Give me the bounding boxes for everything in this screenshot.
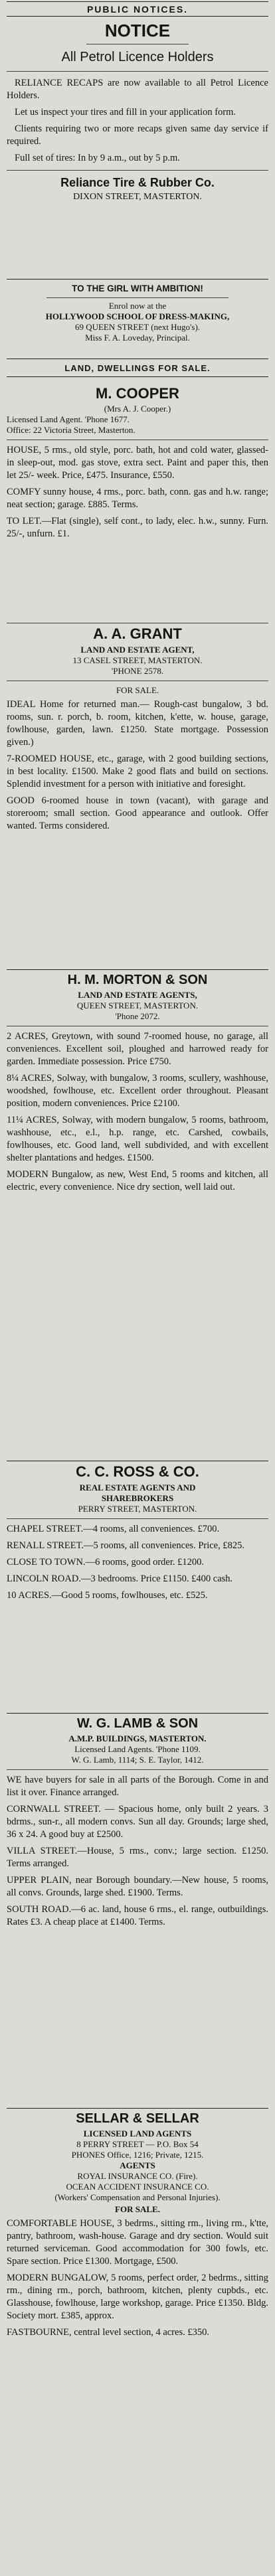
listing: CHAPEL STREET.—4 rooms, all conveniences. £700. bbox=[7, 1524, 220, 1534]
listing: SOUTH ROAD.—6 ac. land, house 6 rms., el. range, outbuildings. Rates £3. A cheap place at £1400. Terms. bbox=[7, 1904, 268, 1927]
listing: COMFY sunny house, 4 rms., porc. bath, conn. gas and h.w. range; neat section; garage. £885. Terms. bbox=[7, 487, 268, 510]
agent-name: A. A. GRANT bbox=[93, 625, 182, 642]
company-name: Reliance Tire & Rubber Co. bbox=[60, 176, 215, 189]
agent-sub: W. G. Lamb, 1114; S. E. Taylor, 1412. bbox=[71, 1755, 204, 1765]
for-sale-label: FOR SALE. bbox=[116, 685, 159, 695]
agent-name: SELLAR & SELLAR bbox=[76, 2111, 199, 2126]
agent-sub: OCEAN ACCIDENT INSURANCE CO. bbox=[66, 2182, 209, 2192]
listing: TO LET.—Flat (single), self cont., to lady, elec. h.w., sunny. Furn. 25/-, unfurn. £1. bbox=[7, 516, 268, 539]
ambition-ad bbox=[7, 279, 268, 343]
agent-sub: REAL ESTATE AGENTS AND bbox=[79, 1483, 196, 1492]
listing: MODERN BUNGALOW, 5 rooms, perfect order, 2 bedrms., sitting rm., dining rm., porch, bathroom, kitchen, plenty cupbds., etc. Glasshouse, fowlhouse, large workshop, garage. Price £1350. Bldg. Society mort. £385, approx. bbox=[7, 2273, 268, 2321]
listing: VILLA STREET.—House, 5 rms., conv.; large section. £1250. Terms arranged. bbox=[7, 1846, 268, 1869]
notice-paragraph: Full set of tires: In by 9 a.m., out by 5 p.m. bbox=[15, 153, 180, 163]
land-title: LAND, DWELLINGS FOR SALE. bbox=[64, 363, 211, 373]
company-address: DIXON STREET, MASTERTON. bbox=[73, 192, 202, 202]
agent-sub: PERRY STREET, MASTERTON. bbox=[78, 1504, 197, 1514]
agent-sub: (Workers' Compensation and Personal Injuries). bbox=[54, 2192, 221, 2202]
listing: UPPER PLAIN, near Borough boundary.—New house, 5 rooms, all convs. Grounds, large shed. £1900. Terms. bbox=[7, 1875, 268, 1898]
notice-paragraph: Clients requiring two or more recaps given same day service if required. bbox=[7, 123, 268, 147]
sellar-ad bbox=[7, 2108, 268, 2339]
agent-name: M. COOPER bbox=[96, 385, 179, 402]
listing: COMFORTABLE HOUSE, 3 bedrms., sitting rm., living rm., k'tte, pantry, bathroom, wash-house. Garage and dry section. Would suit returned serviceman. Good accommodation for 300 fowls, etc. Spare section. Price £1300. Mortgage, £500. bbox=[7, 2218, 268, 2267]
agent-sub: Licensed Land Agents. 'Phone 1109. bbox=[74, 1744, 201, 1754]
listing: LINCOLN ROAD.—3 bedrooms. Price £1150. £400 cash. bbox=[7, 1573, 233, 1584]
ambition-line: 69 QUEEN STREET (next Hugo's). bbox=[74, 322, 201, 332]
agent-sub: PHONES Office, 1216; Private, 1215. bbox=[71, 2150, 204, 2160]
listing: FASTBOURNE, central level section, 4 acres. £350. bbox=[7, 2327, 209, 2338]
listing: MODERN Bungalow, as new, West End, 5 rooms and kitchen, all electric, every convenience. Nice dry section, well laid out. bbox=[7, 1169, 268, 1192]
public-notices-header bbox=[7, 0, 268, 17]
notices-column bbox=[7, 0, 268, 2576]
lamb-ad bbox=[7, 1713, 268, 1929]
listing: RENALL STREET.—5 rooms, all conveniences. Price, £825. bbox=[7, 1540, 244, 1551]
ambition-line: Enrol now at the bbox=[108, 301, 167, 311]
notice-title: NOTICE bbox=[104, 21, 171, 40]
cooper-ad bbox=[7, 384, 268, 540]
listing: 7-ROOMED HOUSE, etc., garage, with 2 good building sections, in best locality. £1500. Make 2 good flats and build on sections. Splendid investment for a person with initiative and foresight. bbox=[7, 754, 268, 789]
agent-sub: 'Phone 2072. bbox=[115, 1011, 160, 1021]
agent-sub: 8 PERRY STREET — P.O. Box 54 bbox=[76, 2139, 199, 2149]
agent-sub: Licensed Land Agent. 'Phone 1677. bbox=[7, 414, 130, 424]
agent-sub: (Mrs A. J. Cooper.) bbox=[104, 404, 171, 414]
agent-sub: ROYAL INSURANCE CO. (Fire). bbox=[77, 2171, 198, 2181]
morton-ad bbox=[7, 969, 268, 1194]
agent-sub: 'PHONE 2578. bbox=[111, 666, 164, 676]
listing: CORNWALL STREET. — Spacious home, only built 2 years. 3 bdrms., sun-r., all modern convs. Sun all day. Grounds; large shed, 36 x 24. A good buy at £2500. bbox=[7, 1804, 268, 1840]
listing: HOUSE, 5 rms., old style, porc. bath, hot and cold water, glassed-in sleep-out, mod. gas stove, extra sect. Paint and paper this, then let 25/- week. Price, £475. Insurance, £550. bbox=[7, 445, 268, 481]
agent-name: W. G. LAMB & SON bbox=[76, 1716, 199, 1731]
listing: 8¼ ACRES, Solway, with bungalow, 3 rooms, scullery, washhouse, woodshed, fowlhouse, etc. Excellent order throughout. Pleasant position, modern conveniences. Price £2100. bbox=[7, 1073, 268, 1109]
listing: CLOSE TO TOWN.—6 rooms, good order. £1200. bbox=[7, 1557, 204, 1568]
listing: 2 ACRES, Greytown, with sound 7-roomed house, no garage, all conveniences. Excellent soil, ploughed and harrowed ready for garden. Immediate possession. Price £750. bbox=[7, 1031, 268, 1067]
reliance-notice bbox=[7, 20, 268, 204]
agent-name: H. M. MORTON & SON bbox=[67, 973, 208, 987]
listing: 10 ACRES.—Good 5 rooms, fowlhouses, etc. £525. bbox=[7, 1590, 208, 1601]
section-title: PUBLIC NOTICES. bbox=[86, 4, 189, 15]
notice-paragraph: RELIANCE RECAPS are now available to all Petrol Licence Holders. bbox=[7, 78, 268, 101]
agent-sub: A.M.P. BUILDINGS, MASTERTON. bbox=[68, 1733, 207, 1743]
for-sale-label: FOR SALE. bbox=[115, 2204, 160, 2214]
ambition-line: Miss F. A. Loveday, Principal. bbox=[85, 333, 190, 343]
agent-sub: QUEEN STREET, MASTERTON. bbox=[76, 1001, 199, 1010]
ambition-title: TO THE GIRL WITH AMBITION! bbox=[72, 283, 203, 293]
notice-subtitle: All Petrol Licence Holders bbox=[61, 50, 214, 64]
agent-sub: 13 CASEL STREET, MASTERTON. bbox=[72, 655, 203, 665]
ambition-line: HOLLYWOOD SCHOOL OF DRESS-MAKING, bbox=[45, 311, 230, 321]
listing: GOOD 6-roomed house in town (vacant), with garage and storeroom; small section. Good appearance and outlook. Offer wanted. Terms considered. bbox=[7, 795, 268, 831]
agent-sub: AGENTS bbox=[120, 2160, 155, 2170]
agent-sub: SHAREBROKERS bbox=[101, 1493, 174, 1503]
agent-name: C. C. ROSS & CO. bbox=[76, 1463, 199, 1480]
agent-sub: LAND AND ESTATE AGENT, bbox=[80, 645, 195, 655]
listing: IDEAL Home for returned man.— Rough-cast bungalow, 3 bd. rooms, sun. r. porch, b. room, kitchen, k'ette, w. house, garage, fowlhouse, garden, lawn. £1250. State mortgage. Possession given.) bbox=[7, 699, 268, 748]
agent-sub: Office: 22 Victoria Street, Masterton. bbox=[7, 425, 136, 435]
agent-sub: LICENSED LAND AGENTS bbox=[83, 2129, 192, 2138]
notice-paragraph: Let us inspect your tires and fill in your application form. bbox=[15, 107, 236, 118]
grant-ad bbox=[7, 623, 268, 833]
ross-ad bbox=[7, 1461, 268, 1602]
agent-sub: LAND AND ESTATE AGENTS, bbox=[78, 990, 197, 1000]
land-header bbox=[7, 359, 268, 377]
listing: 11¼ ACRES, Solway, with modern bungalow, 5 rooms, bathroom, washhouse, etc., e.l., h.p. range, etc. Carshed, cowbails, fowlhouses, etc. Good land, well subdivided, and with excellent shelter plantations and hedges. £1500. bbox=[7, 1115, 268, 1163]
listing: WE have buyers for sale in all parts of the Borough. Come in and list it over. Finance arranged. bbox=[7, 1775, 268, 1798]
